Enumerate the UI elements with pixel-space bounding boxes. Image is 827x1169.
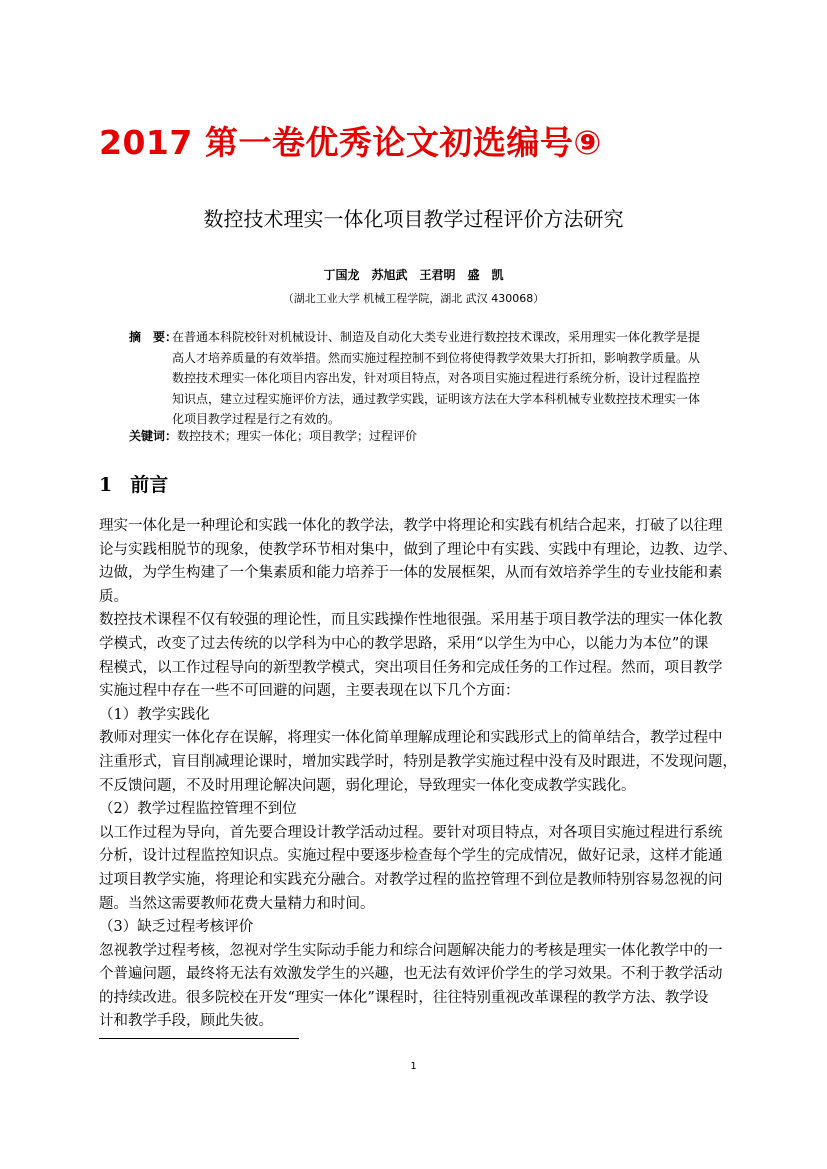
paper-affiliation: （湖北工业大学 机械工程学院，湖北 武汉 430068） bbox=[282, 292, 545, 305]
abstract-body bbox=[172, 327, 729, 430]
body-line: 以工作过程为导向，首先要合理设计教学活动过程。要针对项目特点，对各项目实施过程进行系统 bbox=[99, 824, 723, 841]
paper-title: 数控技术理实一体化项目教学过程评价方法研究 bbox=[203, 207, 624, 231]
abstract-line: 知识点，建立过程实施评价方法，通过教学实践，证明该方法在大学本科机械专业数控技术理实一体 bbox=[172, 391, 701, 406]
body-line: 理实一体化是一种理论和实践一体化的教学法，教学中将理论和实践有机结合起来，打破了以往理 bbox=[99, 518, 723, 534]
body-line: 数控技术课程不仅有较强的理论性，而且实践操作性地很强。采用基于项目教学法的理实一体化教 bbox=[99, 612, 723, 629]
paper-authors: 丁国龙 苏旭武 王君明 盛 凯 bbox=[323, 268, 504, 282]
body-line: 质。 bbox=[99, 588, 128, 605]
keywords-text: 数控技术；理实一体化；项目教学；过程评价 bbox=[177, 429, 418, 443]
abstract-line: 在普通本科院校针对机械设计、制造及自动化大类专业进行数控技术课改，采用理实一体化教学是提 bbox=[172, 330, 701, 344]
abstract-block bbox=[129, 327, 729, 430]
body-line: 个普遍问题，最终将无法有效激发学生的兴趣，也无法有效评价学生的学习效果。不利于教学活动 bbox=[99, 966, 723, 983]
body-line: 教师对理实一体化存在误解，将理实一体化简单理解成理论和实践形式上的简单结合，教学过程中 bbox=[99, 730, 723, 747]
body-line: 实施过程中存在一些不可回避的问题，主要表现在以下几个方面： bbox=[99, 683, 520, 700]
section-number: 1 bbox=[99, 474, 113, 496]
body-line: 不反馈问题，不及时用理论解决问题，弱化理论，导致理实一体化变成教学实践化。 bbox=[99, 777, 636, 794]
keywords-label: 关键词： bbox=[129, 429, 178, 443]
keywords-block bbox=[129, 427, 417, 444]
section-title: 前言 bbox=[130, 474, 169, 496]
body-line: 论与实践相脱节的现象，使教学环节相对集中，做到了理论中有实践、实践中有理论，边教、边学、 bbox=[99, 541, 737, 558]
body-line: 分析，设计过程监控知识点。实施过程中要逐步检查每个学生的完成情况，做好记录，这样才能通 bbox=[99, 848, 723, 865]
body-line: 边做，为学生构建了一个集素质和能力培养于一体的发展框架，从而有效培养学生的专业技能和素 bbox=[99, 565, 723, 582]
document-banner-title: 2017 第一卷优秀论文初选编号⑨ bbox=[99, 123, 602, 162]
page-number: 1 bbox=[410, 1061, 417, 1072]
body-line: 的持续改进。很多院校在开发“理实一体化”课程时，往往特别重视改革课程的教学方法、教学设 bbox=[99, 989, 709, 1006]
abstract-label: 摘 要： bbox=[129, 330, 178, 344]
abstract-line: 高人才培养质量的有效举措。然而实施过程控制不到位将使得教学效果大打折扣，影响教学质量。从 bbox=[172, 350, 701, 365]
body-line: 计和教学手段，顾此失彼。 bbox=[99, 1013, 273, 1030]
footnote-divider bbox=[99, 1038, 299, 1039]
abstract-line: 化项目教学过程是行之有效的。 bbox=[172, 412, 341, 426]
body-line: 学模式，改变了过去传统的以学科为中心的教学思路，采用“以学生为中心，以能力为本位”的课 bbox=[99, 635, 709, 652]
subheading-line: （2）教学过程监控管理不到位 bbox=[99, 801, 297, 818]
body-text bbox=[99, 515, 739, 1034]
subheading-line: （3）缺乏过程考核评价 bbox=[99, 919, 254, 936]
section-heading bbox=[99, 470, 168, 497]
abstract-line: 数控技术理实一体化项目内容出发，针对项目特点，对各项目实施过程进行系统分析，设计过程监控 bbox=[172, 371, 701, 385]
body-line: 题。当然这需要教师花费大量精力和时间。 bbox=[99, 895, 375, 912]
body-line: 程模式，以工作过程导向的新型教学模式，突出项目任务和完成任务的工作过程。然而，项目教学 bbox=[99, 659, 723, 676]
body-line: 过项目教学实施，将理论和实践充分融合。对教学过程的监控管理不到位是教师特别容易忽视的问 bbox=[99, 871, 723, 888]
body-line: 注重形式，盲目削减理论课时，增加实践学时，特别是教学实施过程中没有及时跟进，不发现问题， bbox=[99, 753, 737, 770]
body-line: 忽视教学过程考核，忽视对学生实际动手能力和综合问题解决能力的考核是理实一体化教学中的一 bbox=[99, 942, 723, 959]
subheading-line: （1）教学实践化 bbox=[99, 706, 210, 723]
